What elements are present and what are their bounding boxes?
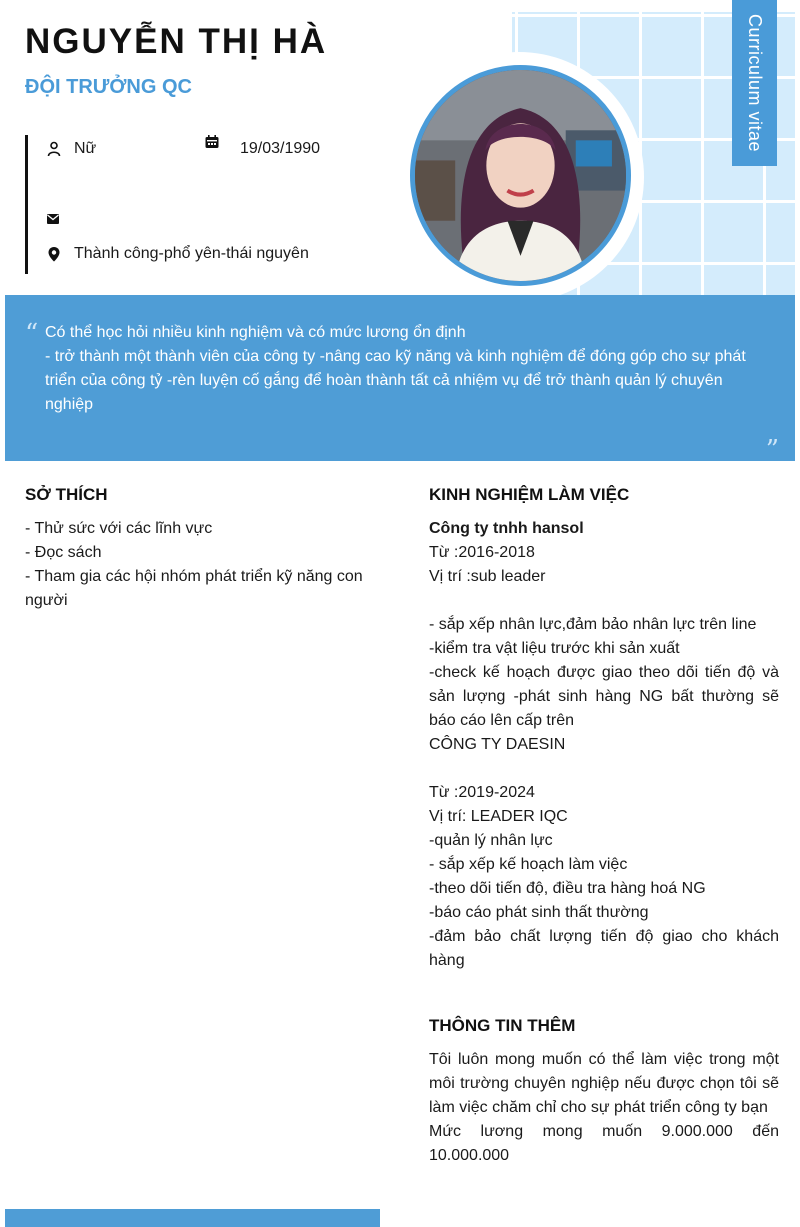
duty-item: - sắp xếp kế hoạch làm việc — [429, 856, 628, 873]
quote-close-icon: ” — [765, 435, 779, 465]
experience-content — [429, 517, 779, 973]
company-name: CÔNG TY DAESIN — [429, 736, 566, 753]
company-name: Công ty tnhh hansol — [429, 520, 584, 537]
salary-expectation: Mức lương mong muốn 9.000.000 đến 10.000.000 — [429, 1123, 779, 1164]
footer-accent-bar — [5, 1209, 380, 1227]
address-row — [46, 245, 309, 263]
location-icon — [46, 246, 62, 262]
duty-item: -theo dõi tiến độ, điều tra hàng hoá NG — [429, 880, 706, 897]
duty-item: -báo cáo phát sinh thất thường — [429, 904, 649, 921]
duty-item: -quản lý nhân lực — [429, 832, 553, 849]
birthdate-value: 19/03/1990 — [240, 140, 321, 157]
list-item: - Đọc sách — [25, 544, 102, 561]
candidate-name: NGUYỄN THỊ HÀ — [25, 22, 328, 61]
cv-label: Curriculum vitae — [745, 13, 765, 153]
profile-photo-illustration — [415, 70, 626, 281]
hobbies-title: SỞ THÍCH — [25, 485, 108, 504]
spacer — [429, 589, 779, 613]
calendar-icon — [204, 134, 220, 150]
birthdate-row — [204, 134, 220, 150]
objective-text: Có thể học hỏi nhiều kinh nghiệm và có mức lương ổn định - trở thành một thành viên của công ty -nâng cao kỹ năng và kinh nghiệm để đóng góp cho sự phát triển của công tỷ -rèn luyện cố gắng để hoàn thành tất cả nhiệm vụ để trở thành quản lý chuyên nghiệp — [45, 324, 746, 413]
work-role: Vị trí :sub leader — [429, 568, 546, 585]
duty-item: - sắp xếp nhân lực,đảm bảo nhân lực trên line — [429, 616, 757, 633]
address-value: Thành công-phổ yên-thái nguyên — [74, 245, 309, 262]
extra-info-title: THÔNG TIN THÊM — [429, 1016, 576, 1035]
duty-item: -đảm bảo chất lượng tiến độ giao cho khách hàng — [429, 928, 779, 969]
gender-value: Nữ — [74, 140, 97, 157]
work-period: Từ :2016-2018 — [429, 544, 535, 561]
email-row — [46, 211, 62, 227]
cv-label-tab — [732, 0, 777, 166]
email-icon — [46, 211, 62, 227]
spacer — [429, 757, 779, 781]
cv-header — [0, 0, 800, 295]
list-item: - Thử sức với các lĩnh vực — [25, 520, 213, 537]
duty-item: -check kế hoạch được giao theo dõi tiến độ và sản lượng -phát sinh hàng NG bất thường sẽ báo cáo lên cấp trên — [429, 664, 779, 729]
job-title: ĐỘI TRƯỞNG QC — [25, 76, 192, 98]
work-role: Vị trí: LEADER IQC — [429, 808, 568, 825]
quote-open-icon: “ — [25, 319, 39, 349]
person-icon — [46, 141, 62, 157]
career-objective — [5, 295, 795, 465]
extra-info-paragraph: Tôi luôn mong muốn có thể làm việc trong một môi trường chuyên nghiệp nếu được chọn tôi sẽ làm việc chăm chỉ cho sự phát triển công ty bạn — [429, 1051, 779, 1116]
extra-info-content — [429, 1048, 779, 1168]
work-period: Từ :2019-2024 — [429, 784, 535, 801]
list-item: - Tham gia các hội nhóm phát triển kỹ năng con người — [25, 568, 363, 609]
birthdate-text-row — [240, 140, 320, 158]
info-divider — [25, 135, 28, 274]
profile-photo — [410, 65, 631, 286]
duty-item: -kiểm tra vật liệu trước khi sản xuất — [429, 640, 680, 657]
gender-row — [46, 140, 96, 158]
experience-title: KINH NGHIỆM LÀM VIỆC — [429, 485, 630, 504]
hobbies-list — [25, 517, 365, 613]
